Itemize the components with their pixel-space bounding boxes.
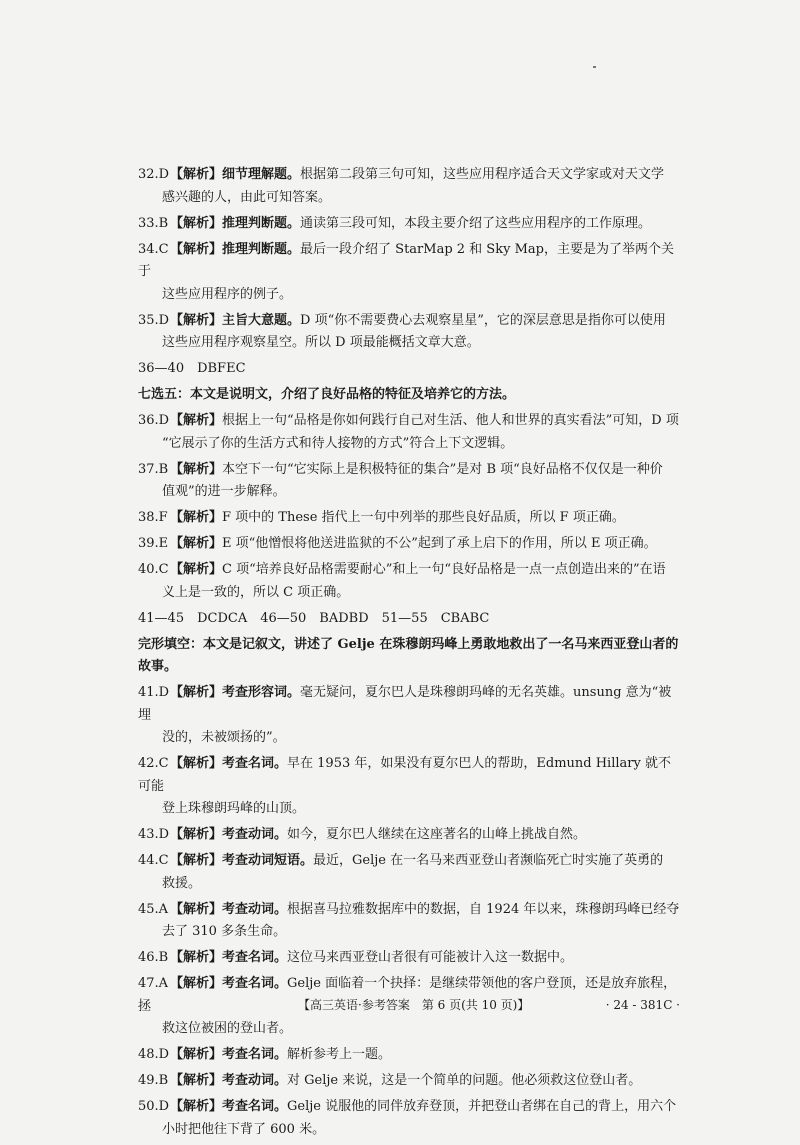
question-type: 考查名词。: [222, 976, 288, 991]
analysis-tag: 【解析】: [170, 510, 223, 525]
explanation-text: 通读第三段可知，本段主要介绍了这些应用程序的工作原理。: [300, 215, 652, 231]
analysis-tag: 【解析】: [170, 853, 223, 868]
explanation-continuation: “它展示了你的生活方式和待人接物的方式”符合上下文逻辑。: [162, 435, 514, 451]
answer-item: [138, 213, 680, 236]
answer-item: [138, 1070, 680, 1093]
answer-item: [138, 459, 680, 504]
scan-speck: [593, 66, 596, 68]
answer-line: [138, 1070, 680, 1093]
analysis-tag: 【解析】: [170, 756, 223, 771]
question-type: 细节理解题。: [222, 167, 301, 182]
explanation-continuation: 这些应用程序的例子。: [162, 286, 293, 302]
explanation-text: 根据喜马拉雅数据库中的数据，自 1924 年以来，珠穆朗玛峰已经夺: [287, 901, 680, 917]
explanation-continuation: 没的，未被颂扬的”。: [162, 730, 286, 745]
answer-item: [138, 1096, 680, 1141]
answer-line: [138, 164, 680, 187]
section-header-line: 完形填空：本文是记叙文，讲述了 Gelje 在珠穆朗玛峰上勇敢地救出了一名马来西亚登山者的: [138, 636, 679, 652]
explanation-text: 对 Gelje 来说，这是一个简单的问题。他必须救这位登山者。: [287, 1073, 642, 1088]
answer-line: [138, 559, 680, 582]
explanation-continuation: 救援。: [162, 875, 202, 891]
analysis-tag: 【解析】: [170, 215, 223, 231]
answers-36-40: 36—40 DBFEC: [138, 361, 246, 376]
answer-item: [138, 947, 680, 970]
question-type: 主旨大意题。: [222, 312, 301, 328]
question-number: 36.D: [138, 413, 170, 428]
explanation-text: 这位马来西亚登山者很有可能被计入这一数据中。: [287, 950, 574, 965]
question-type: 考查动词。: [222, 1073, 288, 1088]
analysis-tag: 【解析】: [170, 950, 223, 965]
answer-item: [138, 1044, 680, 1067]
question-number: 42.C: [138, 756, 169, 771]
explanation-text: 根据上一句“品格是你如何践行自己对生活、他人和世界的真实看法”可知，D 项: [222, 413, 679, 428]
answer-item: [138, 559, 680, 604]
explanation-text: F 项中的 These 指代上一句中列举的那些良好品质，所以 F 项正确。: [222, 510, 625, 525]
question-type: 考查名词。: [222, 950, 288, 965]
explanation-text: 解析参考上一题。: [287, 1047, 392, 1062]
analysis-tag: 【解析】: [170, 461, 223, 477]
explanation-continuation: 义上是一致的，所以 C 项正确。: [162, 584, 350, 600]
question-number: 35.D: [138, 312, 170, 328]
explanation-text: 根据第二段第三句可知，这些应用程序适合天文学家或对天文学: [300, 167, 665, 182]
explanation-text: D 项“你不需要费心去观察星星”，它的深层意思是指你可以使用: [300, 312, 666, 328]
question-type: 考查名词。: [222, 1099, 288, 1114]
section-header-qixuanwu: 七选五：本文是说明文，介绍了良好品格的特征及培养它的方法。: [138, 387, 516, 402]
question-type: 考查动词短语。: [222, 853, 314, 868]
answer-line: [138, 682, 680, 727]
analysis-tag: 【解析】: [170, 1073, 223, 1088]
answer-line: [138, 533, 680, 556]
answer-line: [138, 507, 680, 530]
answer-item: [138, 239, 680, 307]
section-header-line: 故事。: [138, 659, 178, 674]
question-number: 49.B: [138, 1073, 169, 1088]
answer-line: [138, 1096, 680, 1119]
question-type: 考查动词。: [222, 901, 288, 917]
explanation-text: 最后一段介绍了 StarMap 2 和 Sky Map，主要是为了举两个关于: [138, 241, 674, 279]
question-type: 推理判断题。: [222, 215, 301, 231]
question-number: 44.C: [138, 853, 169, 868]
question-type: 考查形容词。: [222, 685, 301, 700]
explanation-text: Gelje 说服他的同伴放弃登顶，并把登山者绑在自己的背上，用六个: [287, 1099, 677, 1114]
section-header-wanxing: [138, 634, 680, 679]
explanation-continuation: 救这位被困的登山者。: [162, 1021, 293, 1036]
analysis-tag: 【解析】: [170, 536, 223, 551]
question-type: 考查名词。: [222, 1047, 288, 1062]
explanation-text: E 项“他憎恨将他送进监狱的不公”起到了承上启下的作用，所以 E 项正确。: [222, 536, 657, 551]
explanation-continuation: 值观”的进一步解释。: [162, 484, 286, 499]
answer-line: [138, 410, 680, 433]
question-type: 推理判断题。: [222, 241, 301, 257]
explanation-text: 早在 1953 年，如果没有夏尔巴人的帮助，Edmund Hillary 就不可能: [138, 756, 671, 794]
answer-item: [138, 533, 680, 556]
cloze-answers: [138, 682, 680, 1141]
question-number: 33.B: [138, 215, 169, 231]
answer-line: [138, 239, 680, 284]
answer-line: [138, 850, 680, 873]
answer-line: [138, 459, 680, 482]
answer-item: [138, 410, 680, 455]
analysis-tag: 【解析】: [170, 1099, 223, 1114]
explanation-continuation: 登上珠穆朗玛峰的山顶。: [162, 801, 306, 816]
analysis-tag: 【解析】: [170, 827, 223, 842]
question-number: 45.A: [138, 901, 169, 917]
question-number: 41.D: [138, 685, 170, 700]
analysis-tag: 【解析】: [170, 976, 223, 991]
question-number: 40.C: [138, 562, 169, 577]
analysis-tag: 【解析】: [170, 241, 223, 257]
question-number: 39.E: [138, 536, 169, 551]
answer-line: [138, 213, 680, 236]
answer-line: [138, 753, 680, 798]
explanation-text: C 项“培养良好品格需要耐心”和上一句“良好品格是一点一点创造出来的”在语: [222, 562, 666, 577]
answer-line: [138, 1044, 680, 1067]
question-number: 43.D: [138, 827, 170, 842]
explanation-continuation: 这些应用程序观察星空。所以 D 项最能概括文章大意。: [162, 335, 480, 350]
analysis-tag: 【解析】: [170, 562, 223, 577]
answer-item: [138, 824, 680, 847]
footer-code: · 24 - 381C ·: [605, 998, 680, 1012]
answer-item: [138, 899, 680, 944]
analysis-tag: 【解析】: [170, 413, 223, 428]
question-number: 34.C: [138, 241, 169, 257]
explanation-text: Gelje 面临着一个抉择：是继续带领他的客户登顶，还是放弃旅程，拯: [138, 976, 677, 1014]
explanation-text: 毫无疑问，夏尔巴人是珠穆朗玛峰的无名英雄。unsung 意为“被埋: [138, 685, 672, 723]
explanation-continuation: 小时把他往下背了 600 米。: [162, 1121, 326, 1137]
answer-item: [138, 310, 680, 355]
question-type: 考查名词。: [222, 756, 288, 771]
answer-item: [138, 164, 680, 209]
answer-line: [138, 310, 680, 333]
answer-line: [138, 899, 680, 922]
analysis-tag: 【解析】: [170, 901, 223, 917]
question-number: 47.A: [138, 976, 169, 991]
reading-answers-32-35: [138, 164, 680, 355]
explanation-continuation: 感兴趣的人，由此可知答案。: [162, 189, 332, 205]
answer-item: [138, 850, 680, 895]
explanation-text: 如今，夏尔巴人继续在这座著名的山峰上挑战自然。: [287, 827, 587, 842]
question-number: 50.D: [138, 1099, 170, 1114]
question-type: 考查动词。: [222, 827, 288, 842]
answers-41-55: 41—45 DCDCA 46—50 BADBD 51—55 CBABC: [138, 610, 490, 626]
footer-page-info: 【高三英语·参考答案 第 6 页(共 10 页)】: [298, 998, 530, 1012]
explanation-text: 最近，Gelje 在一名马来西亚登山者濒临死亡时实施了英勇的: [313, 853, 664, 868]
analysis-tag: 【解析】: [170, 312, 223, 328]
question-number: 38.F: [138, 510, 168, 525]
answer-line: [138, 824, 680, 847]
analysis-tag: 【解析】: [170, 167, 223, 182]
explanation-text: 本空下一句“它实际上是积极特征的集合”是对 B 项“良好品格不仅仅是一种价: [222, 461, 663, 477]
explanation-continuation: 去了 310 多条生命。: [162, 924, 287, 939]
answer-item: [138, 682, 680, 750]
question-number: 48.D: [138, 1047, 170, 1062]
question-number: 46.B: [138, 950, 169, 965]
answer-item: [138, 753, 680, 821]
answer-item: [138, 507, 680, 530]
analysis-tag: 【解析】: [170, 1047, 223, 1062]
analysis-tag: 【解析】: [170, 685, 223, 700]
question-number: 37.B: [138, 461, 169, 477]
qixuanwu-answers: [138, 410, 680, 604]
question-number: 32.D: [138, 167, 170, 182]
answer-line: [138, 947, 680, 970]
